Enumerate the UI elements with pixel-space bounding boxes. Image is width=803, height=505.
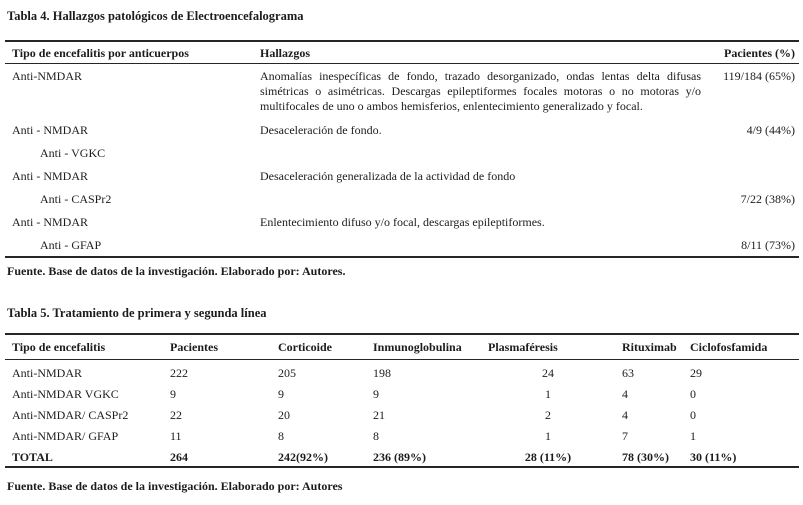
antibody-type-cell: Anti - NMDAR xyxy=(12,169,89,183)
inmunoglobulina-cell: 21 xyxy=(373,408,385,422)
table5-section xyxy=(5,306,799,494)
table5-header-row xyxy=(5,334,799,360)
table4-title: Tabla 4. Hallazgos patológicos de Electroencefalograma xyxy=(7,9,304,23)
patients-cell: 4/9 (44%) xyxy=(746,123,795,137)
table5-col-rituximab: Rituximab xyxy=(622,334,690,360)
rituximab-cell: 63 xyxy=(622,366,634,380)
table-total-row xyxy=(5,444,799,467)
table-row xyxy=(5,187,799,210)
table5-col-tipo: Tipo de encefalitis xyxy=(5,334,170,360)
table4-col-hallazgos: Hallazgos xyxy=(260,41,707,64)
table5-col-plasmaferesis: Plasmaféresis xyxy=(488,334,622,360)
inmunoglobulina-cell: 198 xyxy=(373,366,391,380)
table4-col-pacientes: Pacientes (%) xyxy=(707,41,799,64)
pacientes-cell: 9 xyxy=(170,387,176,401)
ciclofosfamida-cell: 29 xyxy=(690,366,702,380)
table4-source-note: Fuente. Base de datos de la investigación. Elaborado por: Autores. xyxy=(7,264,346,278)
findings-cell: Enlentecimiento difuso y/o focal, descargas epileptiformes. xyxy=(260,215,545,229)
encephalitis-type-cell: Anti-NMDAR/ CASPr2 xyxy=(12,408,129,422)
plasmaferesis-cell: 1 xyxy=(545,429,551,443)
ciclofosfamida-cell: 30 (11%) xyxy=(690,450,737,464)
encephalitis-type-cell: TOTAL xyxy=(12,450,53,464)
patients-cell xyxy=(707,164,799,187)
patients-cell xyxy=(707,141,799,164)
findings-cell: Anomalías inespecíficas de fondo, trazado desorganizado, ondas lentas delta difusas simétricas o asimétricas. Descargas epileptiformes focales motoras o no motoras y/o multifocales de uno o ambos hemisferios, enlentecimiento generalizado y focal. xyxy=(260,69,701,113)
table4-header xyxy=(5,41,799,64)
table-row xyxy=(5,402,799,423)
corticoide-cell: 205 xyxy=(278,366,296,380)
findings-cell xyxy=(260,233,707,257)
patients-cell: 8/11 (73%) xyxy=(741,238,795,252)
table4-header-row xyxy=(5,41,799,64)
table-row xyxy=(5,233,799,257)
patients-cell: 119/184 (65%) xyxy=(723,69,795,83)
inmunoglobulina-cell: 8 xyxy=(373,429,379,443)
antibody-type-cell: Anti - NMDAR xyxy=(12,215,89,229)
ciclofosfamida-cell: 1 xyxy=(690,429,696,443)
table5-col-corticoide: Corticoide xyxy=(278,334,373,360)
findings-cell: Desaceleración de fondo. xyxy=(260,123,382,137)
plasmaferesis-cell: 1 xyxy=(545,387,551,401)
table-row xyxy=(5,381,799,402)
ciclofosfamida-cell: 0 xyxy=(690,387,696,401)
pacientes-cell: 22 xyxy=(170,408,182,422)
table5-source-note: Fuente. Base de datos de la investigación. Elaborado por: Autores xyxy=(7,479,343,493)
antibody-type-cell: Anti - VGKC xyxy=(40,146,106,160)
table4-section xyxy=(5,9,799,279)
antibody-type-cell: Anti - GFAP xyxy=(40,238,102,252)
ciclofosfamida-cell: 0 xyxy=(690,408,696,422)
pacientes-cell: 264 xyxy=(170,450,188,464)
rituximab-cell: 78 (30%) xyxy=(622,450,669,464)
rituximab-cell: 4 xyxy=(622,408,628,422)
corticoide-cell: 9 xyxy=(278,387,284,401)
findings-cell xyxy=(260,187,707,210)
plasmaferesis-cell: 24 xyxy=(542,366,554,380)
table-row xyxy=(5,64,799,119)
table5-col-inmunoglobulina: Inmunoglobulina xyxy=(373,334,488,360)
corticoide-cell: 8 xyxy=(278,429,284,443)
encephalitis-type-cell: Anti-NMDAR xyxy=(12,366,83,380)
inmunoglobulina-cell: 9 xyxy=(373,387,379,401)
encephalitis-type-cell: Anti-NMDAR/ GFAP xyxy=(12,429,119,443)
corticoide-cell: 242(92%) xyxy=(278,450,328,464)
table4 xyxy=(5,40,799,258)
table-row xyxy=(5,118,799,141)
inmunoglobulina-cell: 236 (89%) xyxy=(373,450,426,464)
table4-col-tipo: Tipo de encefalitis por anticuerpos xyxy=(5,41,260,64)
table5-title: Tabla 5. Tratamiento de primera y segunda línea xyxy=(7,306,267,320)
table-row xyxy=(5,360,799,382)
table-row xyxy=(5,141,799,164)
rituximab-cell: 4 xyxy=(622,387,628,401)
table-row xyxy=(5,164,799,187)
rituximab-cell: 7 xyxy=(622,429,628,443)
patients-cell: 7/22 (38%) xyxy=(740,192,795,206)
table5-col-ciclofosfamida: Ciclofosfamida xyxy=(690,334,799,360)
table5 xyxy=(5,333,799,468)
findings-cell xyxy=(260,141,707,164)
patients-cell xyxy=(707,210,799,233)
table-row xyxy=(5,210,799,233)
plasmaferesis-cell: 2 xyxy=(545,408,551,422)
corticoide-cell: 20 xyxy=(278,408,290,422)
table-row xyxy=(5,423,799,444)
pacientes-cell: 11 xyxy=(170,429,182,443)
pacientes-cell: 222 xyxy=(170,366,188,380)
findings-cell: Desaceleración generalizada de la actividad de fondo xyxy=(260,169,516,183)
plasmaferesis-cell: 28 (11%) xyxy=(524,450,572,464)
antibody-type-cell: Anti - CASPr2 xyxy=(40,192,112,206)
antibody-type-cell: Anti - NMDAR xyxy=(12,123,89,137)
encephalitis-type-cell: Anti-NMDAR VGKC xyxy=(12,387,119,401)
table5-header xyxy=(5,334,799,360)
table5-col-pacientes: Pacientes xyxy=(170,334,278,360)
antibody-type-cell: Anti-NMDAR xyxy=(12,69,83,83)
